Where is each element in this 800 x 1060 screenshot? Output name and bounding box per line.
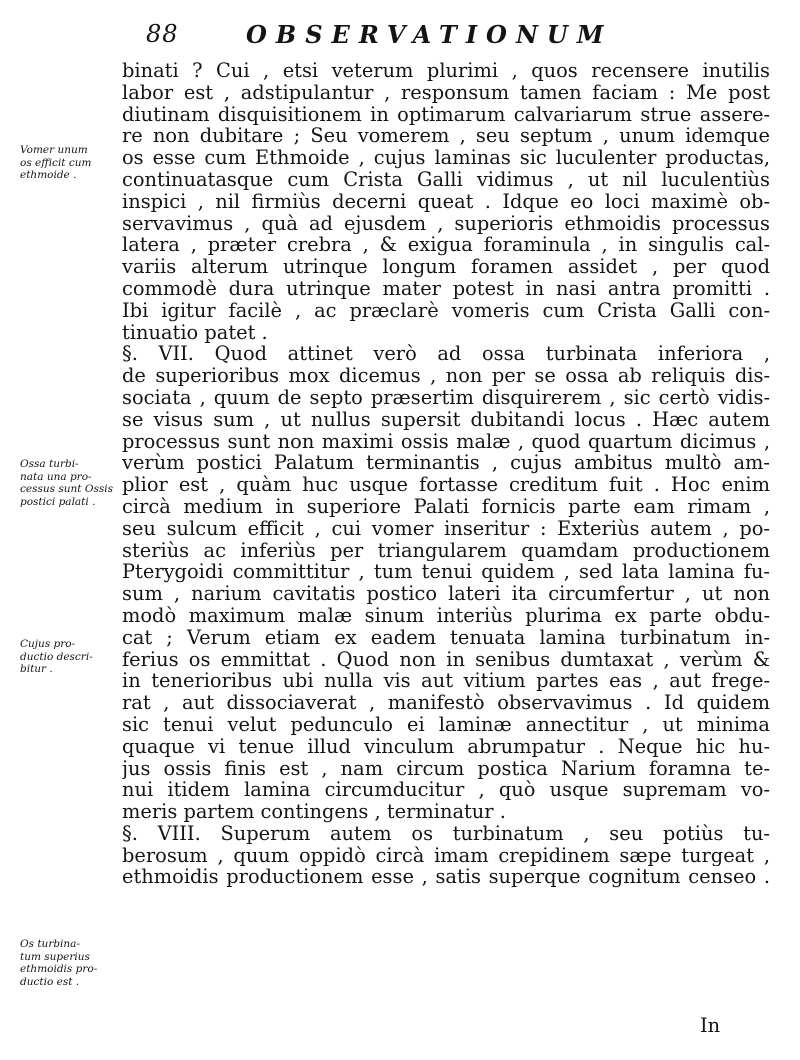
margin-note-line: os efficit cum — [20, 156, 92, 169]
text-line: inspici , nil firmiùs decerni queat . Idque eo loci maximè ob- — [122, 190, 770, 213]
section-heading-line: §. VIII. Superum autem os turbinatum , seu potiùs tu- — [122, 822, 770, 845]
text-line: berosum , quum oppidò circà imam crepidinem sæpe turgeat , — [122, 844, 770, 867]
text-line: cat ; Verum etiam ex eadem tenuata lamina turbinatum in- — [122, 626, 770, 649]
text-line: commodè dura utrinque mater potest in nasi antra promitti . — [122, 277, 770, 300]
margin-note-line: nata una pro- — [20, 470, 92, 483]
section-heading-line: §. VII. Quod attinet verò ad ossa turbinata inferiora , — [122, 343, 770, 366]
margin-note-line: Os turbina- — [20, 938, 80, 950]
text-line: binati ? Cui , etsi veterum plurimi , quos recensere inutilis — [122, 60, 770, 82]
margin-note-os-turbinatum — [20, 938, 120, 988]
margin-note-line: bitur . — [20, 663, 53, 675]
text-line: meris partem contingens , terminatur . — [122, 801, 506, 823]
text-line: in tenerioribus ubi nulla vis aut vitium partes eas , aut frege- — [122, 670, 770, 693]
page-number: 88 — [146, 20, 179, 48]
body-text — [122, 60, 770, 888]
margin-note-productio — [20, 638, 120, 676]
margin-note-line: tum superius — [20, 950, 90, 963]
margin-note-line: Ossa turbi- — [20, 458, 79, 470]
page-header — [146, 20, 766, 54]
text-line: modò maximum malæ sinum interiùs plurima ex parte obdu- — [122, 604, 770, 627]
text-line: sic tenui velut pedunculo ei laminæ annectitur , ut minima — [122, 713, 770, 736]
text-line: jus ossis finis est , nam circum postica Narium foramna te- — [122, 757, 770, 780]
text-line: seu sulcum efficit , cui vomer inseritur : Exteriùs autem , po- — [122, 517, 770, 540]
running-head: OBSERVATIONUM — [246, 20, 613, 49]
margin-note-line: ductio descri- — [20, 650, 93, 663]
text-line: sociata , quum de septo præsertim disquirerem , sic certò vidis- — [122, 386, 770, 409]
text-line: labor est , adstipulantur , responsum tamen faciam : Me post — [122, 81, 770, 104]
text-line: circà medium in superiore Palati fornicis parte eam rimam , — [122, 495, 770, 518]
text-line: ethmoidis productionem esse , satis superque cognitum censeo . — [122, 866, 770, 889]
text-line: Ibi igitur facilè , ac præclarè vomeris cum Crista Galli con- — [122, 299, 770, 322]
text-line: quaque vi tenue illud vinculum abrumpatur . Neque hic hu- — [122, 735, 770, 758]
text-line: verùm postici Palatum terminantis , cujus ambitus multò am- — [122, 452, 770, 475]
text-line: variis alterum utrinque longum foramen assidet , per quod — [122, 256, 770, 278]
text-line: Pterygoidi committitur , tum tenui quidem , sed lata lamina fu- — [122, 561, 770, 584]
text-line: se visus sum , ut nullus supersit dubitandi locus . Hæc autem — [122, 408, 770, 431]
margin-note-vomer — [20, 144, 120, 182]
margin-note-line: Cujus pro- — [20, 638, 76, 650]
margin-note-line: cessus sunt Ossis — [20, 483, 113, 495]
text-line: tinuatio patet . — [122, 321, 268, 344]
text-line: sum , narium cavitatis postico lateri ita circumfertur , ut non — [122, 583, 770, 605]
catchword: In — [700, 1014, 721, 1037]
text-line: ferius os emmittat . Quod non in senibus dumtaxat , verùm & — [122, 648, 770, 671]
text-line: processus sunt non maximi ossis malæ , quod quartum dicimus , — [122, 430, 770, 453]
text-line: rat , aut dissociaverat , manifestò observavimus . Id quidem — [122, 692, 770, 714]
margin-note-line: ethmoidis pro- — [20, 963, 98, 975]
text-line: continuatasque cum Crista Galli vidimus , ut nil luculentiùs — [122, 168, 770, 191]
text-line: latera , præter crebra , & exigua foraminula , in singulis cal- — [122, 234, 770, 257]
text-line: servavimus , quà ad ejusdem , superioris ethmoidis processus — [122, 212, 770, 235]
text-line: steriùs ac inferiùs per triangularem quamdam productionem — [122, 539, 770, 562]
text-line: de superioribus mox dicemus , non per se ossa ab reliquis dis- — [122, 365, 770, 387]
text-line: plior est , quàm huc usque fortasse creditum fuit . Hoc enim — [122, 474, 770, 496]
text-line: re non dubitare ; Seu vomerem , seu septum , unum idemque — [122, 125, 770, 148]
margin-note-line: ductio est . — [20, 975, 80, 988]
margin-note-line: Vomer unum — [20, 144, 88, 156]
margin-note-line: postici palati . — [20, 495, 96, 508]
margin-note-line: ethmoide . — [20, 169, 77, 181]
text-line: nui itidem lamina circumducitur , quò usque supremam vo- — [122, 779, 770, 802]
text-line: os esse cum Ethmoide , cujus laminas sic luculenter productas, — [122, 147, 770, 169]
margin-note-ossa-turbinata — [20, 458, 120, 508]
text-line: diutinam disquisitionem in optimarum calvariarum strue assere- — [122, 103, 770, 126]
